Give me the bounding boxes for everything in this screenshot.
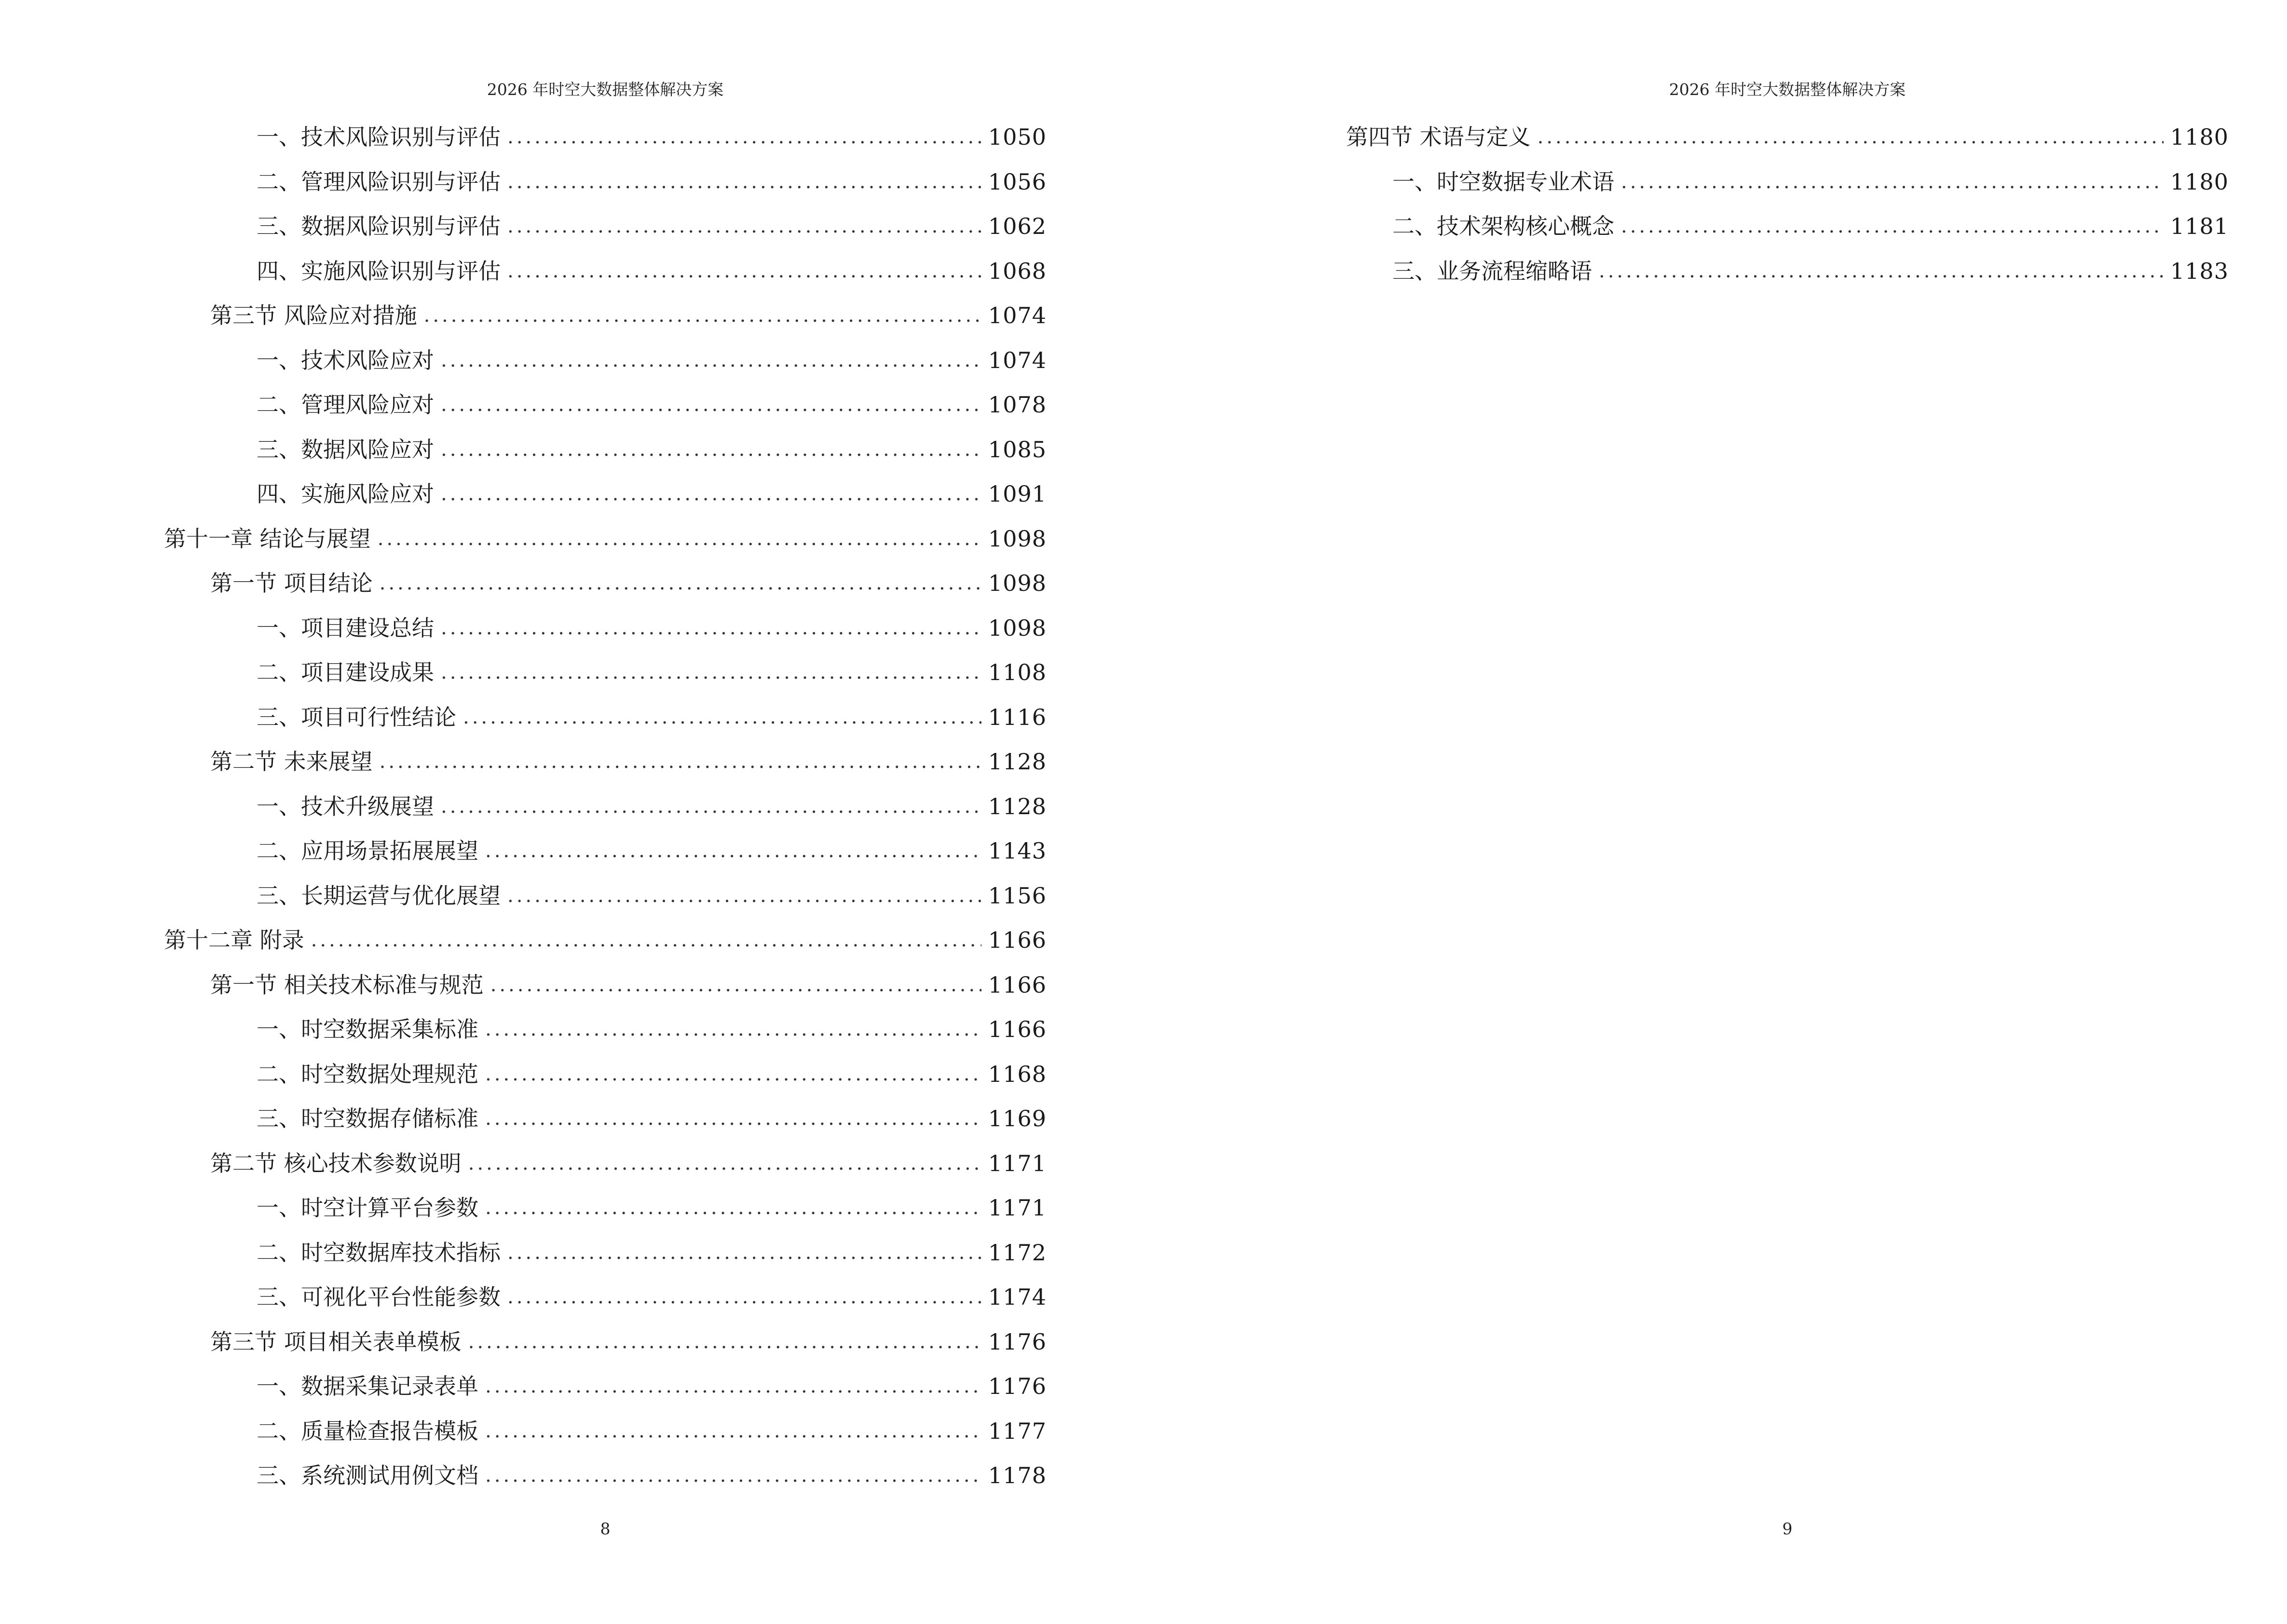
toc-entry-title: 二、应用场景拓展展望 (257, 838, 478, 864)
dot-leader (485, 1020, 981, 1039)
dot-leader (507, 1243, 981, 1262)
toc-entry-title: 三、项目可行性结论 (257, 704, 456, 730)
toc-entry-page: 1128 (988, 793, 1047, 819)
toc-entry-page: 1050 (988, 124, 1047, 150)
toc-entry-page: 1156 (988, 882, 1047, 909)
toc-entry-title: 四、实施风险识别与评估 (257, 258, 501, 284)
toc-entry-page: 1068 (988, 258, 1047, 284)
toc-entry[interactable] (164, 963, 1047, 1008)
page-header: 2026 年时空大数据整体解决方案 (1669, 80, 1906, 99)
toc-entry-title: 第四节 术语与定义 (1346, 124, 1531, 150)
toc-entry[interactable] (164, 650, 1047, 695)
toc-entry-title: 三、系统测试用例文档 (257, 1462, 478, 1489)
toc-entry-page: 1143 (988, 838, 1047, 864)
toc-entry-title: 一、时空数据采集标准 (257, 1016, 478, 1043)
dot-leader (441, 618, 981, 638)
toc-entry[interactable] (164, 873, 1047, 918)
toc-entry-title: 第一节 项目结论 (210, 570, 373, 597)
toc-entry[interactable] (164, 784, 1047, 829)
toc-entry[interactable] (164, 1052, 1047, 1097)
dot-leader (468, 1332, 981, 1351)
toc-entry-title: 第三节 项目相关表单模板 (210, 1328, 462, 1355)
dot-leader (441, 484, 981, 504)
toc-entry[interactable] (164, 472, 1047, 517)
toc-entry[interactable] (164, 160, 1047, 205)
toc-entry-page: 1181 (2170, 213, 2229, 240)
toc-entry[interactable] (164, 1320, 1047, 1365)
dot-leader (485, 1109, 981, 1128)
dot-leader (441, 351, 981, 370)
toc-entry-page: 1168 (988, 1061, 1047, 1087)
toc-entry-title: 第二节 核心技术参数说明 (210, 1150, 462, 1176)
toc-entry[interactable] (164, 695, 1047, 740)
toc-entry[interactable] (164, 517, 1047, 561)
page-header: 2026 年时空大数据整体解决方案 (487, 80, 724, 99)
toc-entry-page: 1166 (988, 927, 1047, 954)
toc-entry[interactable] (164, 561, 1047, 606)
toc-entry[interactable] (164, 1186, 1047, 1230)
toc-entry-page: 1116 (988, 704, 1047, 730)
toc-entry-title: 三、数据风险应对 (257, 436, 434, 463)
dot-leader (441, 440, 981, 459)
toc-entry-page: 1091 (988, 481, 1047, 507)
toc-entry[interactable] (1346, 204, 2229, 249)
dot-leader (441, 663, 981, 682)
toc-entry-title: 二、技术架构核心概念 (1392, 213, 1614, 240)
toc-entry-page: 1128 (988, 749, 1047, 775)
toc-entry[interactable] (164, 1230, 1047, 1275)
toc-entry-page: 1108 (988, 659, 1047, 686)
toc-entry-page: 1180 (2170, 168, 2229, 195)
dot-leader (380, 573, 981, 593)
toc-entry-title: 第三节 风险应对措施 (210, 302, 417, 329)
toc-entry-title: 一、时空数据专业术语 (1392, 168, 1614, 195)
toc-entry-page: 1056 (988, 168, 1047, 195)
toc-entry[interactable] (164, 382, 1047, 427)
table-of-contents (164, 115, 1047, 1498)
toc-entry-page: 1062 (988, 213, 1047, 240)
toc-entry[interactable] (164, 829, 1047, 873)
toc-entry-title: 第十一章 结论与展望 (164, 525, 371, 552)
dot-leader (507, 886, 981, 905)
toc-entry[interactable] (164, 1453, 1047, 1498)
toc-entry-title: 二、项目建设成果 (257, 659, 434, 686)
toc-entry-page: 1074 (988, 302, 1047, 329)
toc-entry-page: 1085 (988, 436, 1047, 463)
toc-entry[interactable] (164, 293, 1047, 338)
toc-entry[interactable] (1346, 115, 2229, 160)
toc-entry-page: 1180 (2170, 124, 2229, 150)
dot-leader (311, 930, 981, 950)
dot-leader (485, 1377, 981, 1396)
toc-entry[interactable] (164, 338, 1047, 383)
toc-entry[interactable] (164, 1096, 1047, 1141)
dot-leader (468, 1154, 981, 1173)
dot-leader (441, 395, 981, 414)
dot-leader (1621, 217, 2164, 236)
toc-entry[interactable] (164, 1409, 1047, 1454)
dot-leader (507, 172, 981, 191)
dot-leader (1599, 261, 2164, 281)
toc-entry-page: 1166 (988, 971, 1047, 998)
toc-entry-page: 1178 (988, 1462, 1047, 1489)
toc-entry-page: 1171 (988, 1195, 1047, 1221)
toc-entry[interactable] (164, 1275, 1047, 1320)
toc-entry[interactable] (164, 115, 1047, 160)
toc-entry-page: 1176 (988, 1328, 1047, 1355)
dot-leader (1621, 172, 2164, 191)
table-of-contents (1346, 115, 2229, 293)
toc-entry-page: 1177 (988, 1418, 1047, 1444)
toc-entry[interactable] (164, 204, 1047, 249)
toc-entry-title: 一、技术风险应对 (257, 347, 434, 373)
dot-leader (485, 1466, 981, 1485)
toc-entry-title: 二、时空数据处理规范 (257, 1061, 478, 1087)
page-number: 9 (1782, 1519, 1793, 1538)
toc-entry-title: 二、时空数据库技术指标 (257, 1239, 501, 1266)
toc-entry-title: 一、技术风险识别与评估 (257, 124, 501, 150)
dot-leader (485, 1421, 981, 1441)
toc-entry-title: 一、技术升级展望 (257, 793, 434, 819)
dot-leader (485, 1198, 981, 1217)
toc-entry-page: 1098 (988, 570, 1047, 597)
toc-entry-title: 第二节 未来展望 (210, 749, 373, 775)
toc-entry-page: 1169 (988, 1105, 1047, 1132)
toc-entry-page: 1166 (988, 1016, 1047, 1043)
toc-entry[interactable] (164, 739, 1047, 784)
dot-leader (463, 708, 981, 727)
toc-entry[interactable] (164, 249, 1047, 294)
toc-entry[interactable] (164, 606, 1047, 651)
toc-entry-page: 1176 (988, 1373, 1047, 1400)
toc-entry[interactable] (164, 1141, 1047, 1186)
toc-entry-title: 三、业务流程缩略语 (1392, 258, 1592, 284)
dot-leader (441, 797, 981, 816)
dot-leader (378, 529, 981, 548)
toc-entry-title: 二、管理风险应对 (257, 392, 434, 418)
toc-entry-title: 三、数据风险识别与评估 (257, 213, 501, 240)
toc-entry-page: 1171 (988, 1150, 1047, 1176)
toc-entry-title: 第一节 相关技术标准与规范 (210, 971, 484, 998)
dot-leader (1538, 127, 2164, 147)
toc-entry-page: 1172 (988, 1239, 1047, 1266)
dot-leader (485, 841, 981, 860)
toc-entry-title: 三、长期运营与优化展望 (257, 882, 501, 909)
toc-entry-title: 四、实施风险应对 (257, 481, 434, 507)
dot-leader (485, 1064, 981, 1084)
toc-entry-page: 1078 (988, 392, 1047, 418)
toc-entry-title: 一、数据采集记录表单 (257, 1373, 478, 1400)
toc-entry[interactable] (1346, 249, 2229, 294)
toc-entry-page: 1074 (988, 347, 1047, 373)
dot-leader (507, 217, 981, 236)
page-number: 8 (600, 1519, 611, 1538)
dot-leader (490, 975, 981, 995)
toc-entry[interactable] (164, 918, 1047, 963)
right-page (1144, 0, 2287, 1624)
toc-entry-title: 三、可视化平台性能参数 (257, 1284, 501, 1310)
toc-entry[interactable] (1346, 160, 2229, 205)
dot-leader (507, 127, 981, 147)
dot-leader (424, 306, 981, 325)
toc-entry[interactable] (164, 1364, 1047, 1409)
toc-entry-title: 二、质量检查报告模板 (257, 1418, 478, 1444)
toc-entry-title: 二、管理风险识别与评估 (257, 168, 501, 195)
toc-entry-page: 1098 (988, 525, 1047, 552)
toc-entry-title: 三、时空数据存储标准 (257, 1105, 478, 1132)
toc-entry-title: 第十二章 附录 (164, 927, 304, 954)
toc-entry-page: 1098 (988, 614, 1047, 641)
toc-entry-page: 1183 (2170, 258, 2229, 284)
toc-entry[interactable] (164, 1007, 1047, 1052)
dot-leader (380, 752, 981, 771)
dot-leader (507, 261, 981, 281)
toc-entry[interactable] (164, 427, 1047, 472)
toc-entry-title: 一、项目建设总结 (257, 614, 434, 641)
toc-entry-title: 一、时空计算平台参数 (257, 1195, 478, 1221)
toc-entry-page: 1174 (988, 1284, 1047, 1310)
dot-leader (507, 1287, 981, 1307)
